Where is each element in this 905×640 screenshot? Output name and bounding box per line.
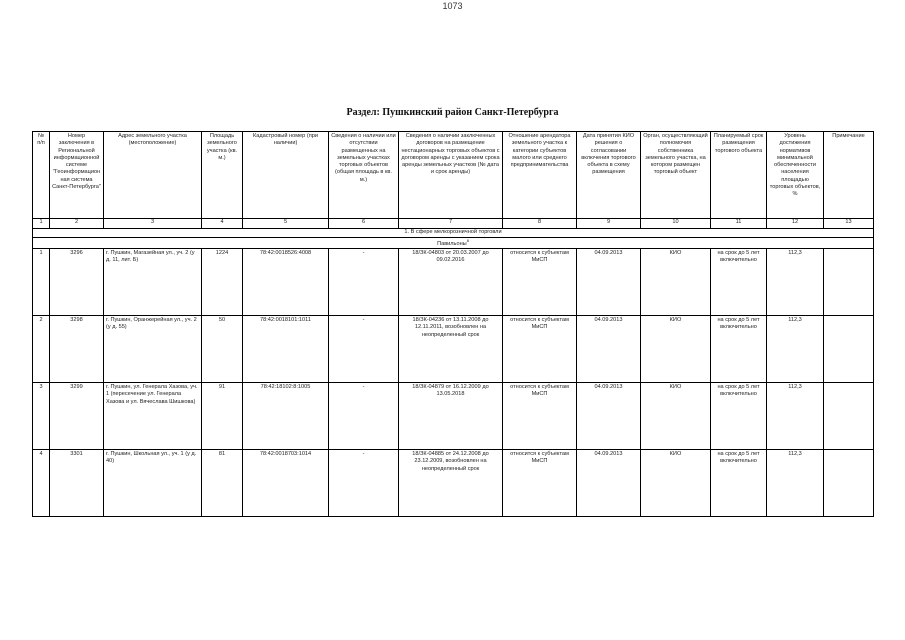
objects-info: -	[329, 249, 399, 316]
sme-status: относится к субъектам МиСП	[503, 450, 577, 517]
sme-status: относится к субъектам МиСП	[503, 249, 577, 316]
note	[824, 316, 874, 383]
note	[824, 450, 874, 517]
objects-info: -	[329, 316, 399, 383]
provision-level: 112,3	[767, 316, 824, 383]
column-number: 10	[641, 219, 711, 229]
gis-number: 3298	[50, 316, 104, 383]
address: г. Пушкин, ул. Генерала Хазова, уч. 1 (пересечение ул. Генерала Хазова и ул. Вячеслава Шишкова)	[104, 383, 202, 450]
col-header: Кадастровый номер (при наличии)	[243, 132, 329, 219]
owner-organ: КИО	[641, 316, 711, 383]
row-number: 2	[33, 316, 50, 383]
column-number: 6	[329, 219, 399, 229]
approval-date: 04.09.2013	[577, 316, 641, 383]
gis-number: 3299	[50, 383, 104, 450]
column-number: 5	[243, 219, 329, 229]
col-header: Примечание	[824, 132, 874, 219]
subgroup-header	[33, 238, 874, 249]
row-number: 4	[33, 450, 50, 517]
cadastral-number: 78:42:0018703:1014	[243, 450, 329, 517]
column-number: 4	[202, 219, 243, 229]
col-header: Площадь земельного участка (кв. м.)	[202, 132, 243, 219]
sme-status: относится к субъектам МиСП	[503, 383, 577, 450]
contract-info: 18/ЗК-04885 от 24.12.2008 до 23.12.2009, возобновлен на неопределенный срок	[399, 450, 503, 517]
col-header: Отношение арендатора земельного участка к категории субъектов малого или среднего предпринимательства	[503, 132, 577, 219]
objects-info: -	[329, 383, 399, 450]
table-row	[33, 450, 874, 517]
group-header-row	[33, 229, 874, 238]
note	[824, 383, 874, 450]
contract-info: 18/ЗК-04879 от 16.12.2009 до 13.05.2018	[399, 383, 503, 450]
placement-term: на срок до 5 лет включительно	[711, 450, 767, 517]
address: г. Пушкин, Школьная ул., уч. 1 (у д. 40)	[104, 450, 202, 517]
row-number: 3	[33, 383, 50, 450]
column-number: 9	[577, 219, 641, 229]
cadastral-number: 78:42:18102:8:1005	[243, 383, 329, 450]
column-number: 13	[824, 219, 874, 229]
col-header: Дата принятия КИО решения о согласовании включения торгового объекта в схему размещения	[577, 132, 641, 219]
column-number: 8	[503, 219, 577, 229]
col-header: Орган, осуществляющий полномочия собственника земельного участка, на котором размещен торговый объект	[641, 132, 711, 219]
column-number-row	[33, 219, 874, 229]
table-row	[33, 316, 874, 383]
column-number: 11	[711, 219, 767, 229]
owner-organ: КИО	[641, 450, 711, 517]
placement-term: на срок до 5 лет включительно	[711, 249, 767, 316]
contract-info: 18/ЗК-04803 от 20.03.2007 до 09.02.2016	[399, 249, 503, 316]
table-row	[33, 383, 874, 450]
col-header: Номер заключения в Региональной информационной системе "Геоинформационная система Санкт-Петербурга"	[50, 132, 104, 219]
subgroup-header-row	[33, 238, 874, 249]
area: 81	[202, 450, 243, 517]
address: г. Пушкин, Оранжерейная ул., уч. 2 (у д. 55)	[104, 316, 202, 383]
footnote-mark: 8	[466, 238, 469, 243]
objects-info: -	[329, 450, 399, 517]
subgroup-label: Павильоны	[437, 240, 467, 247]
col-header: Уровень достижения нормативов минимальной обеспеченности населения площадью торговых объектов, %	[767, 132, 824, 219]
approval-date: 04.09.2013	[577, 383, 641, 450]
cadastral-number: 78:42:0018526:4008	[243, 249, 329, 316]
area: 1224	[202, 249, 243, 316]
approval-date: 04.09.2013	[577, 450, 641, 517]
provision-level: 112,3	[767, 450, 824, 517]
page-number: 1073	[442, 1, 463, 11]
column-number: 1	[33, 219, 50, 229]
sme-status: относится к субъектам МиСП	[503, 316, 577, 383]
gis-number: 3301	[50, 450, 104, 517]
owner-organ: КИО	[641, 383, 711, 450]
placement-term: на срок до 5 лет включительно	[711, 383, 767, 450]
register-table	[32, 131, 874, 517]
address: г. Пушкин, Магазейная ул., уч. 2 (у д. 11, лит. Б)	[104, 249, 202, 316]
column-number: 3	[104, 219, 202, 229]
owner-organ: КИО	[641, 249, 711, 316]
col-header: Адрес земельного участка (местоположение)	[104, 132, 202, 219]
column-number: 7	[399, 219, 503, 229]
col-header: Сведения о наличии или отсутствии размещенных на земельных участках торговых объектов (общая площадь в кв. м.)	[329, 132, 399, 219]
column-number: 2	[50, 219, 104, 229]
col-header: Планируемый срок размещения торгового объекта	[711, 132, 767, 219]
placement-term: на срок до 5 лет включительно	[711, 316, 767, 383]
cadastral-number: 78:42:0018101:1011	[243, 316, 329, 383]
table-row	[33, 249, 874, 316]
area: 91	[202, 383, 243, 450]
section-title: Раздел: Пушкинский район Санкт-Петербурга	[346, 107, 559, 118]
contract-info: 18/ЗК-04236 от 13.11.2008 до 12.11.2011, возобновлен на неопределенный срок	[399, 316, 503, 383]
col-header: № п/п	[33, 132, 50, 219]
group-header: 1. В сфере мелкорозничной торговли	[33, 229, 874, 238]
provision-level: 112,3	[767, 383, 824, 450]
row-number: 1	[33, 249, 50, 316]
column-number: 12	[767, 219, 824, 229]
gis-number: 3296	[50, 249, 104, 316]
area: 50	[202, 316, 243, 383]
header-row	[33, 132, 874, 219]
approval-date: 04.09.2013	[577, 249, 641, 316]
note	[824, 249, 874, 316]
col-header: Сведения о наличии заключенных договоров на размещение нестационарных торговых объектов с договором аренды с указанием срока аренды земельных участков (№ дата и срок аренды)	[399, 132, 503, 219]
provision-level: 112,3	[767, 249, 824, 316]
